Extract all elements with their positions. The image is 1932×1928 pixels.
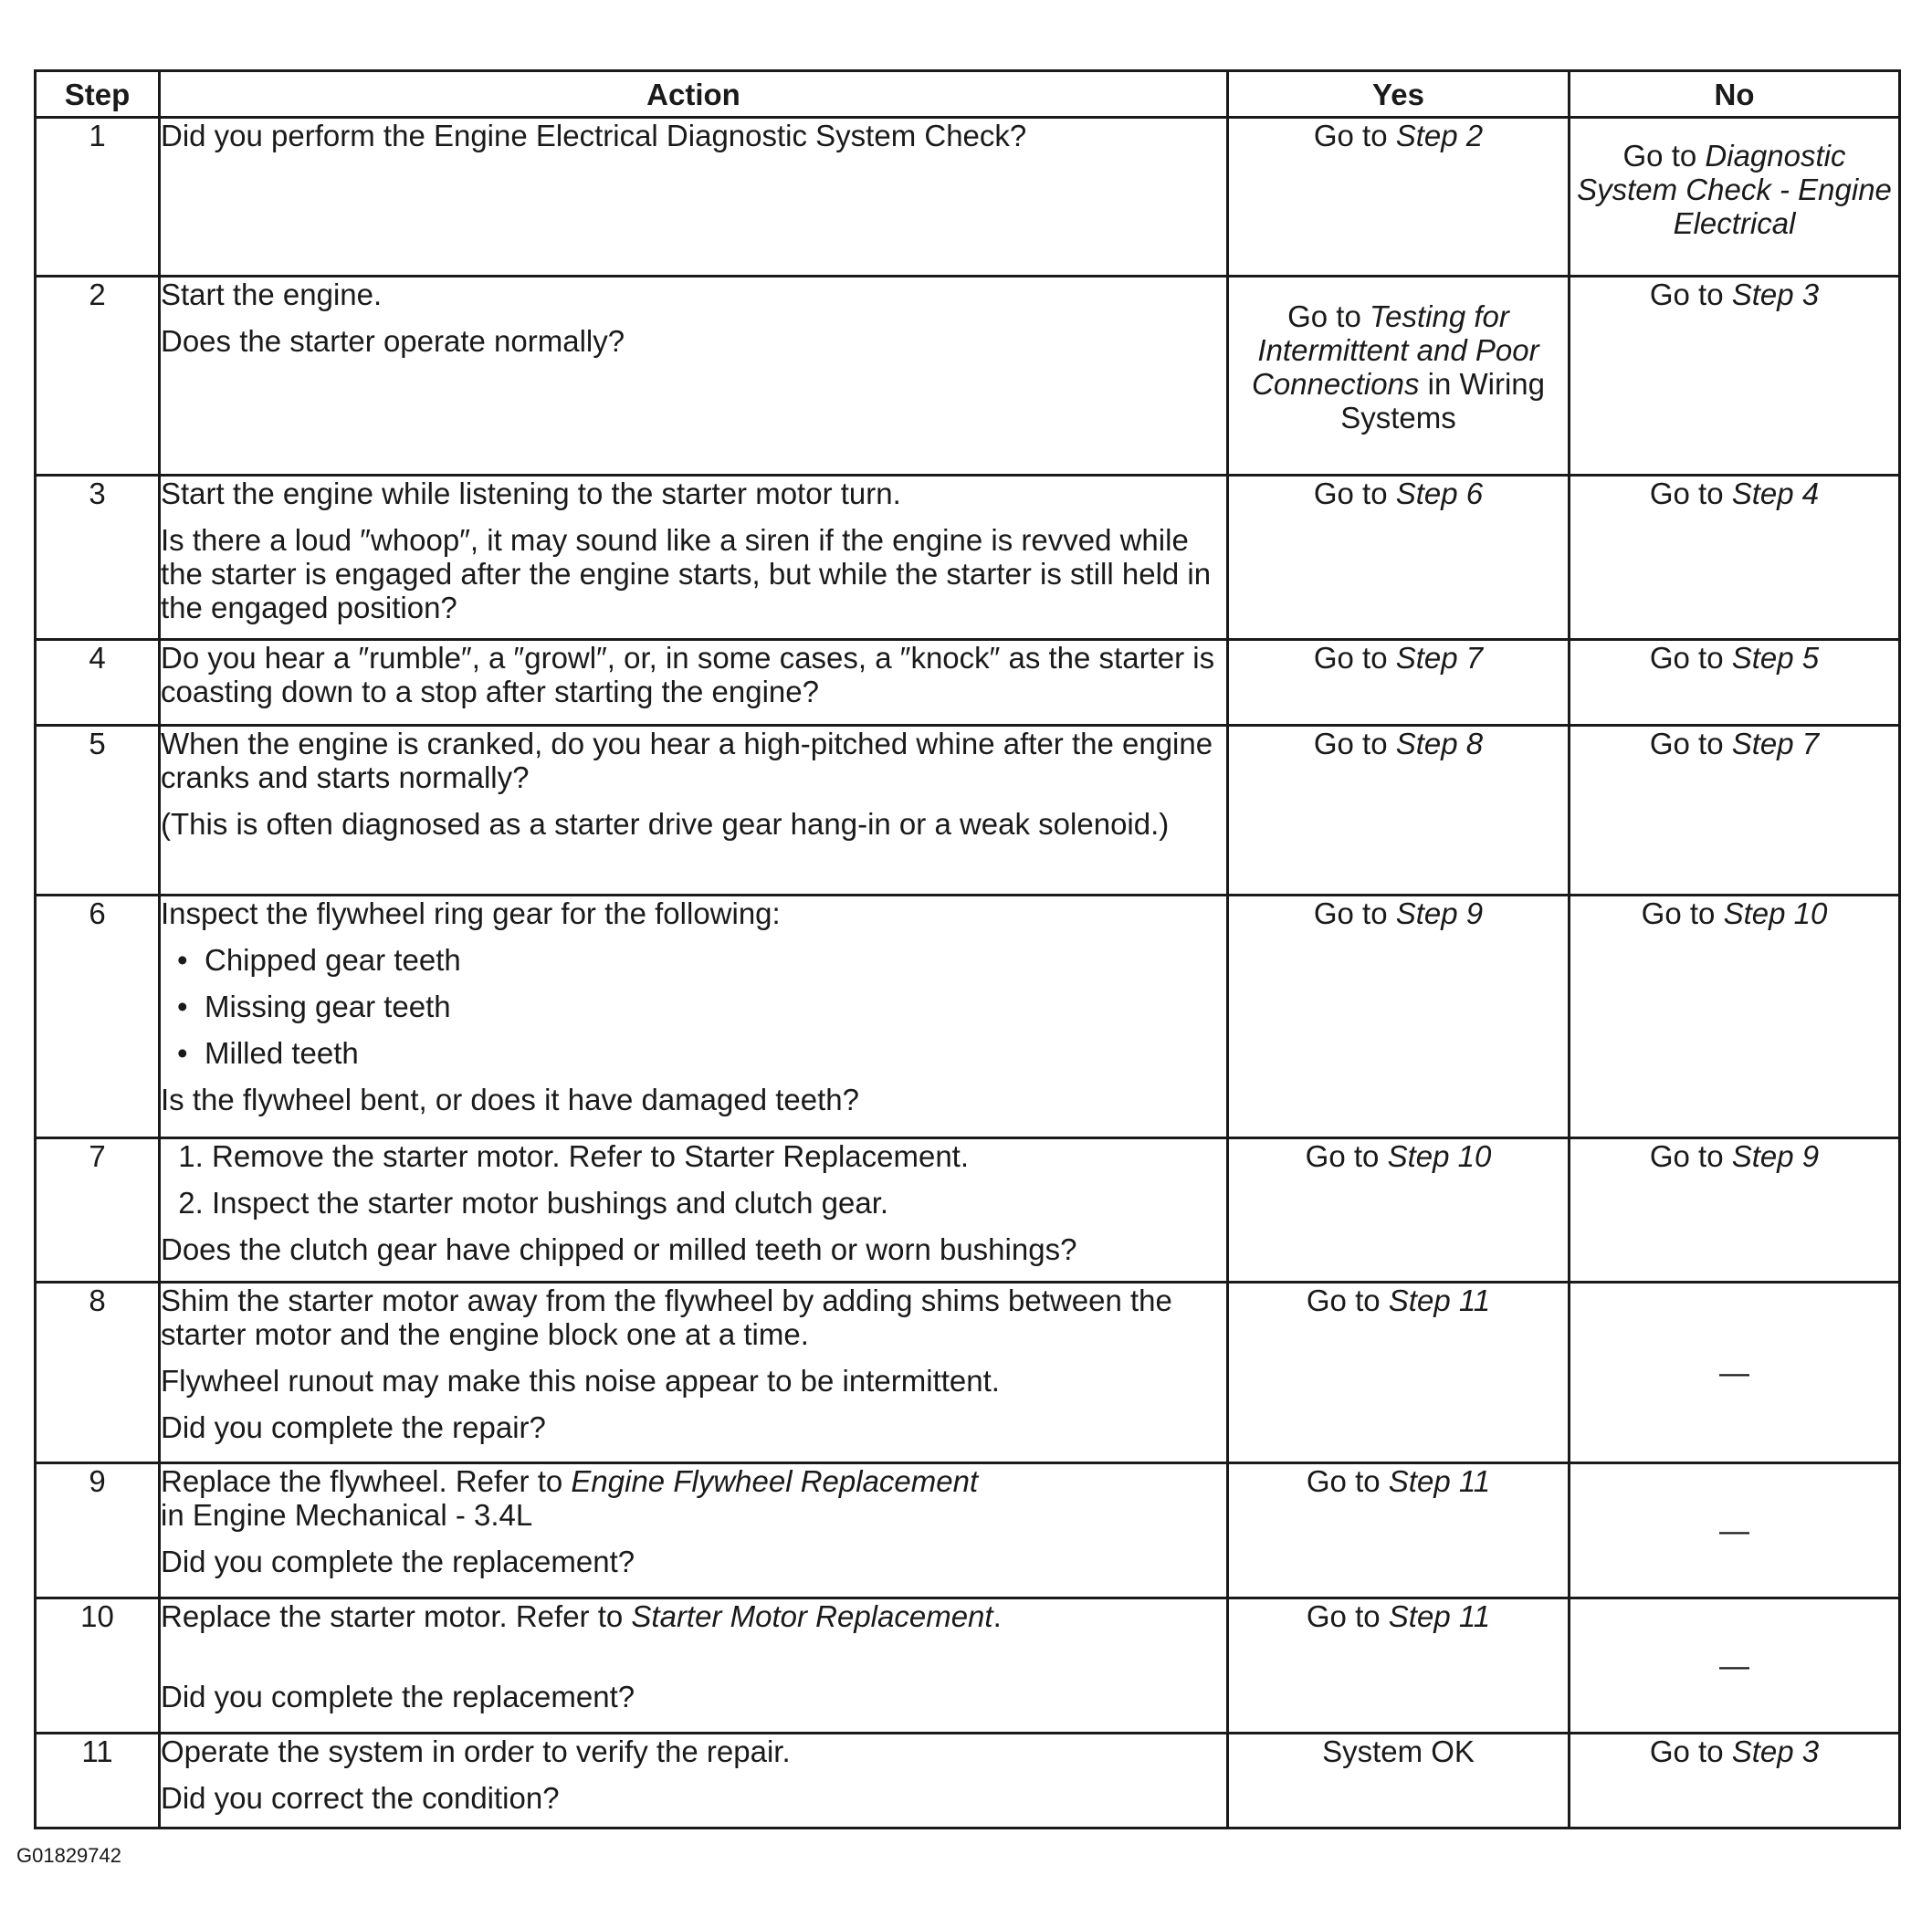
table-row xyxy=(36,1463,1900,1598)
goto-label: Go to xyxy=(1313,477,1388,510)
action-question: Did you correct the condition? xyxy=(161,1781,560,1815)
step-number: 1 xyxy=(36,118,160,277)
header-no: No xyxy=(1570,71,1900,118)
yes-cell xyxy=(1228,476,1570,640)
yes-cell xyxy=(1228,1734,1570,1828)
figure-id: G01829742 xyxy=(16,1844,121,1867)
goto-label: Go to xyxy=(1649,1139,1724,1173)
action-text xyxy=(161,1464,1226,1532)
step-link[interactable]: Step 7 xyxy=(1731,727,1820,760)
bullet-list xyxy=(161,943,1226,1070)
goto-label: Go to xyxy=(1306,1284,1381,1317)
no-cell xyxy=(1570,1283,1900,1463)
step-link[interactable]: Step 11 xyxy=(1388,1464,1491,1498)
action-text: Start the engine. xyxy=(161,278,383,311)
step-link[interactable]: Step 5 xyxy=(1731,641,1820,675)
action-text: Shim the starter motor away from the flywheel by adding shims between the starter motor and the engine block one at a time. xyxy=(161,1284,1172,1351)
action-cell xyxy=(160,1138,1228,1283)
goto-label: Go to xyxy=(1306,1464,1381,1498)
step-link[interactable]: Step 3 xyxy=(1731,278,1820,311)
goto-label: Go to xyxy=(1649,641,1724,675)
step-link[interactable]: Step 7 xyxy=(1395,641,1484,675)
header-yes: Yes xyxy=(1228,71,1570,118)
step-link[interactable]: Step 6 xyxy=(1395,477,1484,510)
not-applicable-dash: — xyxy=(1719,1649,1749,1682)
action-note: (This is often diagnosed as a starter drive gear hang-in or a weak solenoid.) xyxy=(161,807,1170,841)
reference-link[interactable]: Starter Motor Replacement xyxy=(631,1599,993,1633)
action-text-post: . xyxy=(992,1599,1002,1633)
goto-label: Go to xyxy=(1313,119,1388,152)
list-item: • Chipped gear teeth xyxy=(205,943,1226,977)
table-row xyxy=(36,726,1900,896)
action-question: Is the flywheel bent, or does it have damaged teeth? xyxy=(161,1083,859,1116)
goto-label: Go to xyxy=(1641,896,1716,930)
table-row xyxy=(36,476,1900,640)
reference-link[interactable]: Diagnostic System Check - Engine Electrical xyxy=(1577,139,1892,240)
diagnostic-table xyxy=(34,69,1901,1829)
action-cell xyxy=(160,118,1228,277)
table-header-row xyxy=(36,71,1900,118)
step-number: 4 xyxy=(36,640,160,726)
action-question: Did you complete the replacement? xyxy=(161,1545,635,1578)
step-number: 10 xyxy=(36,1598,160,1734)
step-number: 5 xyxy=(36,726,160,896)
action-text xyxy=(161,1599,1226,1633)
action-cell xyxy=(160,1283,1228,1463)
action-question: Does the clutch gear have chipped or milled teeth or worn bushings? xyxy=(161,1232,1077,1266)
action-note: Flywheel runout may make this noise appear to be intermittent. xyxy=(161,1364,1000,1398)
table-row xyxy=(36,640,1900,726)
step-link[interactable]: Step 11 xyxy=(1388,1599,1491,1633)
list-item: 2. Inspect the starter motor bushings and clutch gear. xyxy=(212,1186,1226,1220)
action-cell xyxy=(160,1734,1228,1828)
table-row xyxy=(36,1598,1900,1734)
goto-label: Go to xyxy=(1649,278,1724,311)
no-cell xyxy=(1570,896,1900,1138)
no-cell xyxy=(1570,118,1900,277)
table-row xyxy=(36,1734,1900,1828)
action-text: Inspect the flywheel ring gear for the following: xyxy=(161,896,781,930)
numbered-list xyxy=(161,1139,1226,1220)
step-link[interactable]: Step 10 xyxy=(1387,1139,1492,1173)
action-question: Is there a loud ″whoop″, it may sound like a siren if the engine is revved while the starter is engaged after the engine starts, but while the starter is still held in the engaged position? xyxy=(161,523,1212,624)
reference-link[interactable]: Testing for Intermittent and Poor Connections xyxy=(1252,299,1539,401)
action-cell xyxy=(160,640,1228,726)
step-number: 3 xyxy=(36,476,160,640)
step-link[interactable]: Step 8 xyxy=(1395,727,1484,760)
action-question: Did you complete the repair? xyxy=(161,1410,546,1444)
header-step: Step xyxy=(36,71,160,118)
action-question: Do you hear a ″rumble″, a ″growl″, or, in some cases, a ″knock″ as the starter is coasting down to a stop after starting the engine? xyxy=(161,641,1215,708)
action-cell xyxy=(160,896,1228,1138)
step-number: 6 xyxy=(36,896,160,1138)
action-cell xyxy=(160,476,1228,640)
not-applicable-dash: — xyxy=(1719,1514,1749,1547)
no-cell xyxy=(1570,1734,1900,1828)
no-cell xyxy=(1570,1138,1900,1283)
result-text: System OK xyxy=(1322,1734,1475,1768)
step-number: 9 xyxy=(36,1463,160,1598)
step-link[interactable]: Step 2 xyxy=(1395,119,1484,152)
action-question: Did you complete the replacement? xyxy=(161,1680,635,1713)
table-row xyxy=(36,896,1900,1138)
no-cell xyxy=(1570,726,1900,896)
action-text-post: in Engine Mechanical - 3.4L xyxy=(161,1498,533,1532)
list-item: • Missing gear teeth xyxy=(205,990,1226,1023)
yes-cell xyxy=(1228,1138,1570,1283)
goto-label: Go to xyxy=(1313,727,1388,760)
action-text: Operate the system in order to verify the repair. xyxy=(161,1734,791,1768)
no-cell xyxy=(1570,1463,1900,1598)
table-row xyxy=(36,118,1900,277)
step-link[interactable]: Step 10 xyxy=(1723,896,1828,930)
table-row xyxy=(36,1283,1900,1463)
reference-link[interactable]: Engine Flywheel Replacement xyxy=(571,1464,979,1498)
no-cell xyxy=(1570,277,1900,476)
action-text-pre: Replace the flywheel. Refer to xyxy=(161,1464,563,1498)
action-text-pre: Replace the starter motor. Refer to xyxy=(161,1599,624,1633)
action-text: Start the engine while listening to the starter motor turn. xyxy=(161,477,901,510)
goto-label: Go to xyxy=(1287,299,1361,333)
step-link[interactable]: Step 4 xyxy=(1731,477,1820,510)
action-cell xyxy=(160,1463,1228,1598)
yes-cell xyxy=(1228,1598,1570,1734)
step-link[interactable]: Step 3 xyxy=(1731,1734,1820,1768)
yes-cell xyxy=(1228,726,1570,896)
step-number: 7 xyxy=(36,1138,160,1283)
no-cell xyxy=(1570,1598,1900,1734)
reference-suffix: in Wiring Systems xyxy=(1340,367,1545,435)
yes-cell xyxy=(1228,118,1570,277)
yes-cell xyxy=(1228,640,1570,726)
step-number: 11 xyxy=(36,1734,160,1828)
action-cell xyxy=(160,277,1228,476)
goto-label: Go to xyxy=(1313,641,1388,675)
step-link[interactable]: Step 11 xyxy=(1388,1284,1491,1317)
goto-label: Go to xyxy=(1305,1139,1380,1173)
goto-label: Go to xyxy=(1649,727,1724,760)
yes-cell xyxy=(1228,896,1570,1138)
action-cell xyxy=(160,1598,1228,1734)
yes-cell xyxy=(1228,1283,1570,1463)
list-item: • Milled teeth xyxy=(205,1036,1226,1070)
header-action: Action xyxy=(160,71,1228,118)
table-row xyxy=(36,277,1900,476)
step-number: 8 xyxy=(36,1283,160,1463)
step-number: 2 xyxy=(36,277,160,476)
action-text: Did you perform the Engine Electrical Diagnostic System Check? xyxy=(161,119,1027,152)
step-link[interactable]: Step 9 xyxy=(1731,1139,1820,1173)
no-cell xyxy=(1570,476,1900,640)
yes-cell xyxy=(1228,277,1570,476)
goto-label: Go to xyxy=(1306,1599,1381,1633)
action-question: When the engine is cranked, do you hear a high-pitched whine after the engine cranks and starts normally? xyxy=(161,727,1213,794)
no-cell xyxy=(1570,640,1900,726)
yes-cell xyxy=(1228,1463,1570,1598)
goto-label: Go to xyxy=(1622,139,1697,173)
goto-label: Go to xyxy=(1313,896,1388,930)
goto-label: Go to xyxy=(1649,477,1724,510)
action-question: Does the starter operate normally? xyxy=(161,324,625,358)
step-link[interactable]: Step 9 xyxy=(1395,896,1484,930)
table-row xyxy=(36,1138,1900,1283)
list-item: 1. Remove the starter motor. Refer to Starter Replacement. xyxy=(212,1139,1226,1173)
not-applicable-dash: — xyxy=(1719,1356,1749,1389)
goto-label: Go to xyxy=(1649,1734,1724,1768)
action-cell xyxy=(160,726,1228,896)
